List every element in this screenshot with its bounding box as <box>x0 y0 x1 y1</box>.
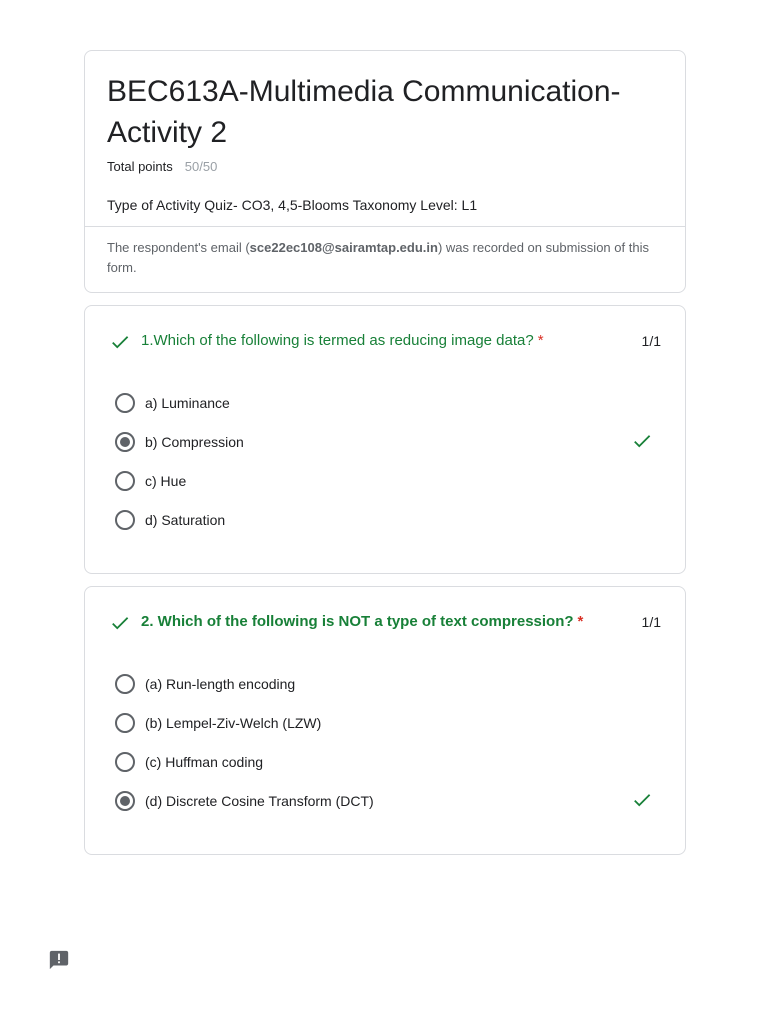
option-label: (b) Lempel-Ziv-Welch (LZW) <box>145 715 322 731</box>
question-card-1 <box>84 305 686 574</box>
check-icon <box>631 789 653 811</box>
option-b[interactable] <box>115 430 663 454</box>
form-title: BEC613A-Multimedia Communication-Activity 2 <box>107 75 621 149</box>
check-icon <box>631 430 653 452</box>
option-d[interactable] <box>115 508 663 532</box>
option-label: (a) Run-length encoding <box>145 676 296 692</box>
option-label: (d) Discrete Cosine Transform (DCT) <box>145 793 374 809</box>
radio-button[interactable] <box>115 752 135 772</box>
radio-button[interactable] <box>115 510 135 530</box>
question-card-2 <box>84 586 686 855</box>
question-header <box>107 330 663 352</box>
question-title: 2. Which of the following is NOT a type of text compression? <box>141 613 574 630</box>
option-label: d) Saturation <box>145 512 226 528</box>
total-points-label: Total points <box>107 159 173 174</box>
question-score: 1/1 <box>641 614 661 630</box>
option-label: c) Hue <box>145 473 187 489</box>
option-label: (c) Huffman coding <box>145 754 264 770</box>
question-title: 1.Which of the following is termed as reducing image data? <box>141 332 534 349</box>
respondent-email: sce22ec108@sairamtap.edu.in <box>249 240 438 255</box>
question-text <box>141 332 544 349</box>
check-icon <box>109 612 131 634</box>
option-d[interactable] <box>115 789 663 813</box>
required-asterisk: * <box>577 613 584 630</box>
radio-button[interactable] <box>115 471 135 491</box>
total-points-value: 50/50 <box>184 159 218 174</box>
required-asterisk: * <box>537 332 544 349</box>
check-icon <box>109 331 131 353</box>
option-a[interactable] <box>115 672 663 696</box>
report-feedback-icon[interactable] <box>48 949 70 971</box>
radio-button[interactable] <box>115 674 135 694</box>
option-a[interactable] <box>115 391 663 415</box>
header-divider <box>85 226 685 227</box>
radio-button-selected[interactable] <box>115 432 135 452</box>
email-recorded-note <box>107 238 667 278</box>
form-description: Type of Activity Quiz- CO3, 4,5-Blooms Taxonomy Level: L1 <box>107 197 478 213</box>
radio-button[interactable] <box>115 713 135 733</box>
option-label: b) Compression <box>145 434 244 450</box>
option-label: a) Luminance <box>145 395 230 411</box>
radio-button-selected[interactable] <box>115 791 135 811</box>
email-note-prefix: The respondent's email ( <box>107 240 250 255</box>
radio-button[interactable] <box>115 393 135 413</box>
question-header <box>107 611 663 633</box>
option-c[interactable] <box>115 469 663 493</box>
total-points-row <box>107 159 217 174</box>
option-c[interactable] <box>115 750 663 774</box>
form-header-card <box>84 50 686 293</box>
question-score: 1/1 <box>641 333 661 349</box>
option-b[interactable] <box>115 711 663 735</box>
email-note-suffix: ) was recorded on submission of this form. <box>107 240 649 275</box>
question-text <box>141 613 583 630</box>
